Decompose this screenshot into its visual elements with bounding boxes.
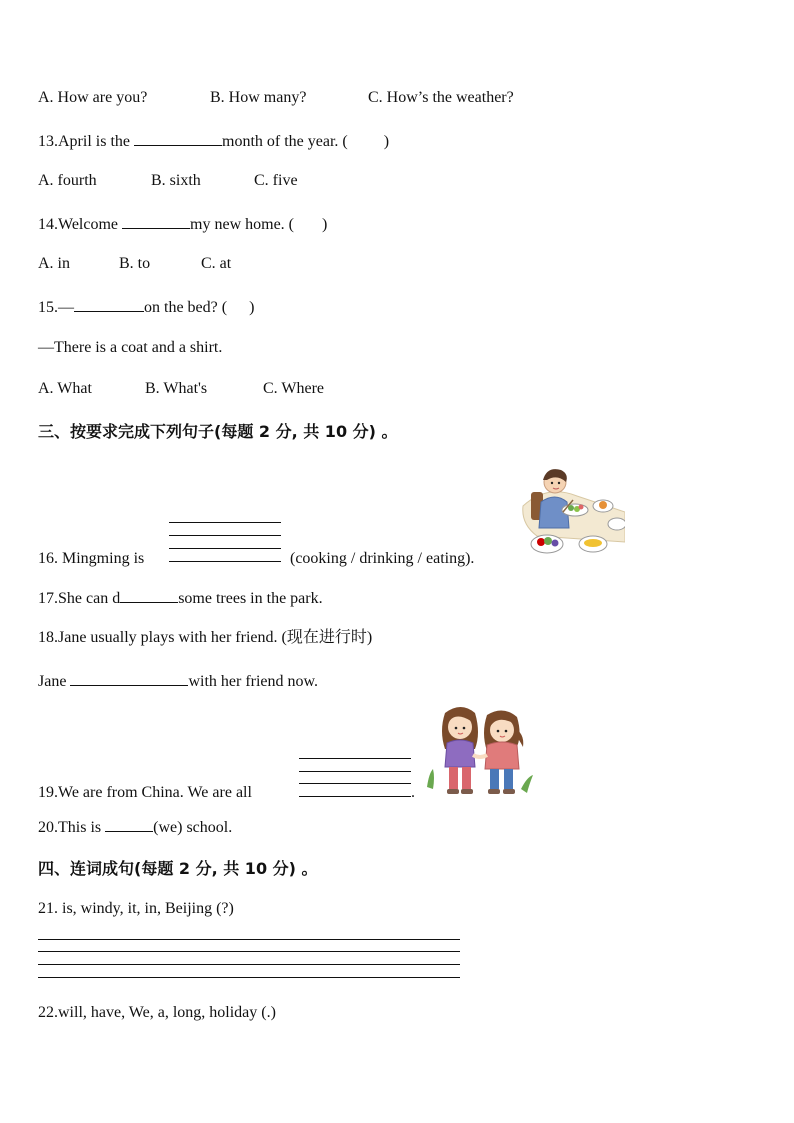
q21-rule-4[interactable]	[38, 977, 460, 978]
q13-text-post: month of the year. (	[222, 133, 348, 150]
q20-text-pre: 20.This is	[38, 819, 106, 836]
q13-blank[interactable]	[134, 130, 222, 146]
q15-option-b[interactable]: B. What's	[145, 380, 208, 397]
q16-rule-2[interactable]	[169, 535, 281, 536]
q15-blank[interactable]	[74, 296, 144, 312]
q12-option-b[interactable]: B. How many?	[210, 89, 307, 106]
boy-eating-illustration	[517, 466, 625, 558]
q15-options	[38, 379, 324, 399]
q19-text-pre: 19.We are from China. We are all	[38, 784, 252, 801]
q14-close-paren: )	[322, 216, 328, 233]
q16-rule-3[interactable]	[169, 548, 281, 549]
q14-blank[interactable]	[122, 213, 190, 229]
q18-blank[interactable]	[70, 670, 188, 686]
q16-rule-4[interactable]	[169, 561, 281, 562]
q14-text-post: my new home. (	[190, 216, 294, 233]
q18-text-pre: Jane	[38, 673, 71, 690]
q20-question	[38, 816, 232, 838]
q14-option-c[interactable]: C. at	[201, 255, 232, 272]
q13-question	[38, 130, 389, 152]
q12-option-c[interactable]: C. How’s the weather?	[368, 89, 514, 106]
q13-option-a[interactable]: A. fourth	[38, 172, 97, 189]
q19-rule-2[interactable]	[299, 771, 411, 772]
q15-answer-line: —There is a coat and a shirt.	[38, 339, 223, 356]
q20-blank[interactable]	[105, 816, 153, 832]
q13-close-paren: )	[383, 133, 390, 150]
q19-rule-3[interactable]	[299, 783, 411, 784]
q15-option-c[interactable]: C. Where	[263, 380, 325, 397]
q13-options	[38, 171, 298, 191]
q17-text-post: some trees in the park.	[178, 590, 323, 607]
q17-text-pre: 17.She can d	[38, 590, 121, 607]
q13-text-pre: 13.April is the	[38, 133, 134, 150]
q18-text-post: with her friend now.	[188, 673, 319, 690]
q17-question	[38, 587, 323, 609]
q19-rule-1[interactable]	[299, 758, 411, 759]
q15-question	[38, 296, 254, 318]
section-4-heading: 四、连词成句(每题 2 分, 共 10 分) 。	[38, 859, 318, 878]
q14-options	[38, 254, 231, 274]
q21-question: 21. is, windy, it, in, Beijing (?)	[38, 900, 234, 917]
q16-rule-1[interactable]	[169, 522, 281, 523]
q20-text-post: (we) school.	[153, 819, 233, 836]
q16-text-pre: 16. Mingming is	[38, 550, 145, 567]
q19-text-post: .	[411, 784, 415, 801]
q15-text-pre: 15.—	[38, 299, 74, 316]
q13-option-c[interactable]: C. five	[254, 172, 298, 189]
q16-text-post: (cooking / drinking / eating).	[290, 550, 475, 567]
section-3-heading: 三、按要求完成下列句子(每题 2 分, 共 10 分) 。	[38, 422, 398, 441]
q14-option-b[interactable]: B. to	[119, 255, 151, 272]
q15-text-post: on the bed? (	[144, 299, 228, 316]
q14-question	[38, 213, 327, 235]
q13-option-b[interactable]: B. sixth	[151, 172, 201, 189]
q14-option-a[interactable]: A. in	[38, 255, 70, 272]
two-girls-illustration	[423, 703, 535, 799]
q21-rule-3[interactable]	[38, 964, 460, 965]
q21-rule-1[interactable]	[38, 939, 460, 940]
q17-blank[interactable]	[120, 587, 178, 603]
q22-question: 22.will, have, We, a, long, holiday (.)	[38, 1004, 276, 1021]
q21-rule-2[interactable]	[38, 951, 460, 952]
q15-close-paren: )	[249, 299, 255, 316]
q14-text-pre: 14.Welcome	[38, 216, 123, 233]
q19-rule-4[interactable]	[299, 796, 411, 797]
q18-question	[38, 670, 318, 692]
q12-option-a[interactable]: A. How are you?	[38, 89, 148, 106]
q12-options	[38, 88, 514, 108]
q18-prompt: 18.Jane usually plays with her friend. (现在进行时)	[38, 629, 373, 646]
q15-option-a[interactable]: A. What	[38, 380, 92, 397]
